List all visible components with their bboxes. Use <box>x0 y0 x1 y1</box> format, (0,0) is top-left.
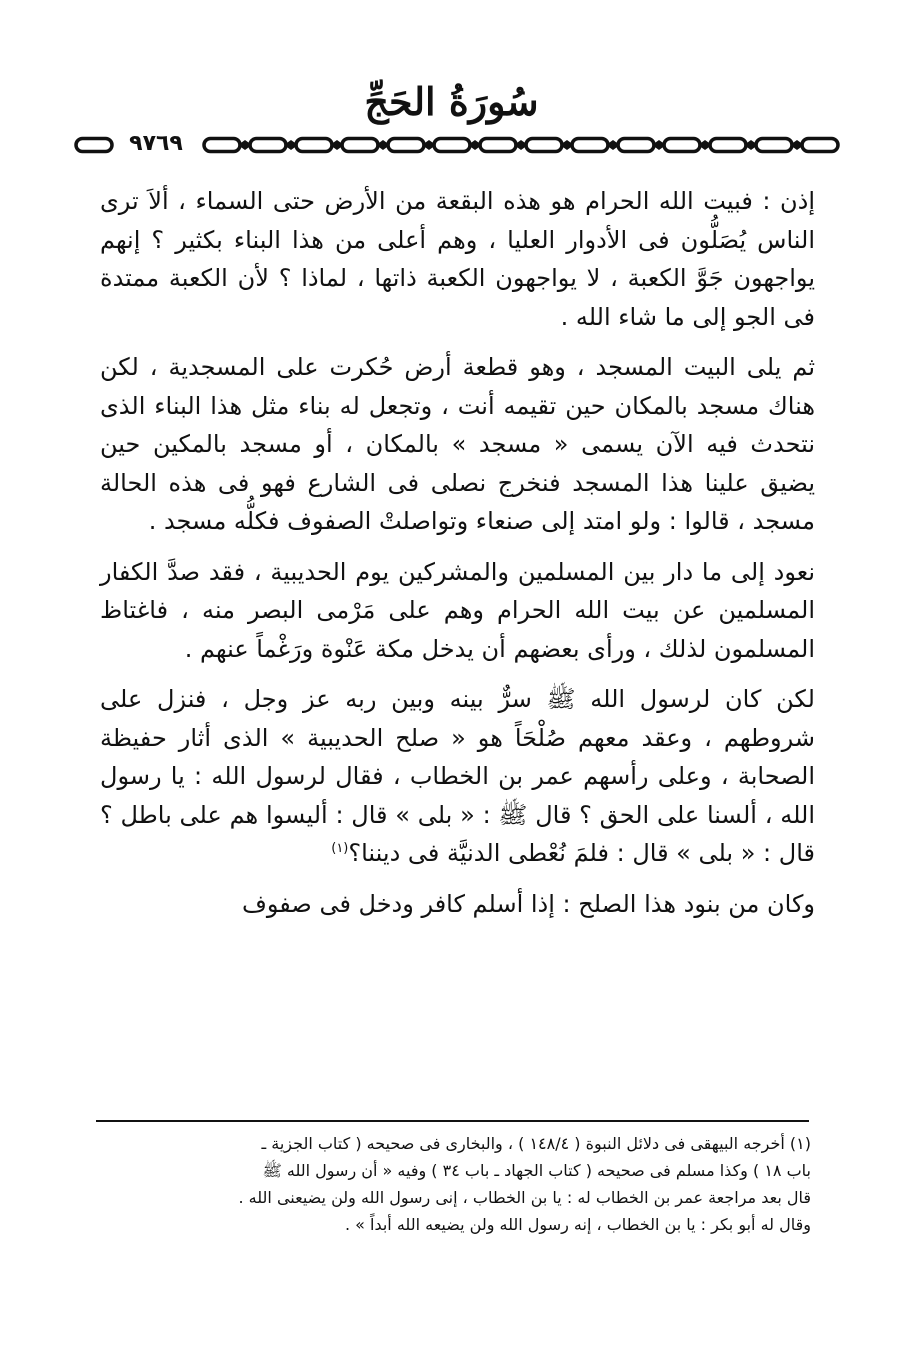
paragraph-4-text: لكن كان لرسول الله ﷺ سرٌّ بينه وبين ربه عز وجل ، فنزل على شروطهم ، وعقد معهم صُلْحَاً هو « صلح الحديبية » الذى أثار حفيظة الصحابة ، وعلى رأسهم عمر بن الخطاب ، فقال لرسول الله : يا رسول الله ، ألسنا على الحق ؟ قال ﷺ : « بلى » قال : أليسوا هم على باطل ؟ قال : « بلى » قال : فلمَ نُعْطى الدنيَّة فى ديننا؟ <box>100 685 815 867</box>
footnote-separator <box>96 1120 809 1122</box>
chain-link-icon <box>296 139 332 152</box>
chain-link-icon <box>204 139 240 152</box>
chain-link-icon <box>618 139 654 152</box>
paragraph-4 <box>100 680 815 873</box>
chain-link-icon <box>76 139 112 152</box>
chain-link-icon <box>388 139 424 152</box>
footnote-line: وقال له أبو بكر : يا بن الخطاب ، إنه رسول الله ولن يضيعه الله أبداً » . <box>344 1215 811 1234</box>
footnote-line: (١) أخرجه البيهقى فى دلائل النبوة ( ١٤٨/٤ ) ، والبخارى فى صحيحه ( كتاب الجزية ـ <box>261 1134 811 1153</box>
footnote-reference: (١) <box>331 841 349 856</box>
footnote-line: باب ١٨ ) وكذا مسلم فى صحيحه ( كتاب الجهاد ـ باب ٣٤ ) وفيه « أن رسول الله ﷺ <box>262 1161 811 1180</box>
chain-link-icon <box>480 139 516 152</box>
chain-link-icon <box>250 139 286 152</box>
chain-link-icon <box>572 139 608 152</box>
footnotes <box>96 1130 811 1238</box>
paragraph-5: وكان من بنود هذا الصلح : إذا أسلم كافر ودخل فى صفوف <box>242 889 815 918</box>
chain-link-icon <box>434 139 470 152</box>
paragraph-2: ثم يلى البيت المسجد ، وهو قطعة أرض حُكرت على المسجدية ، لكن هناك مسجد بالمكان حين تقيمه أنت ، وتجعل له بناء مثل هذا البناء الذى نتحدث فيه الآن يسمى « مسجد » بالمكان ، أو مسجد بالمكين حين يضيق علينا هذا المسجد فنخرج نصلى فى الشارع فهو فى هذه الحالة مسجد ، قالوا : ولو امتد إلى صنعاء وتواصلتْ الصفوف فكلُّه مسجد . <box>100 353 815 535</box>
chain-link-icon <box>526 139 562 152</box>
paragraph-1: إذن : فبيت الله الحرام هو هذه البقعة من الأرض حتى السماء ، ألاَ ترى الناس يُصَلُّون فى الأدوار العليا ، وهم أعلى من هذا البناء بكثير ؟ إنهم يواجهون جَوَّ الكعبة ، لا يواجهون الكعبة ذاتها ، لماذا ؟ لأن الكعبة ممتدة فى الجو إلى ما شاء الله . <box>100 187 815 331</box>
page-number: ٩٧٦٩ <box>118 129 194 159</box>
paragraph-3: نعود إلى ما دار بين المسلمين والمشركين يوم الحديبية ، فقد صدَّ الكفار المسلمين عن بيت الله الحرام وهم على مَرْمى البصر منه ، فاغتاظ المسلمون لذلك ، ورأى بعضهم أن يدخل مكة عَنْوة ورَغْماً عنهم . <box>100 557 815 663</box>
chain-link-icon <box>756 139 792 152</box>
chain-link-icon <box>342 139 378 152</box>
footnote-line: قال بعد مراجعة عمر بن الخطاب له : يا بن الخطاب ، إنى رسول الله ولن يضيعنى الله . <box>238 1188 811 1207</box>
surah-title: سُورَةُ الحَجِّ <box>364 79 539 124</box>
chain-link-icon <box>664 139 700 152</box>
main-text <box>100 182 815 923</box>
chain-link-icon <box>710 139 746 152</box>
chain-link-icon <box>802 139 838 152</box>
